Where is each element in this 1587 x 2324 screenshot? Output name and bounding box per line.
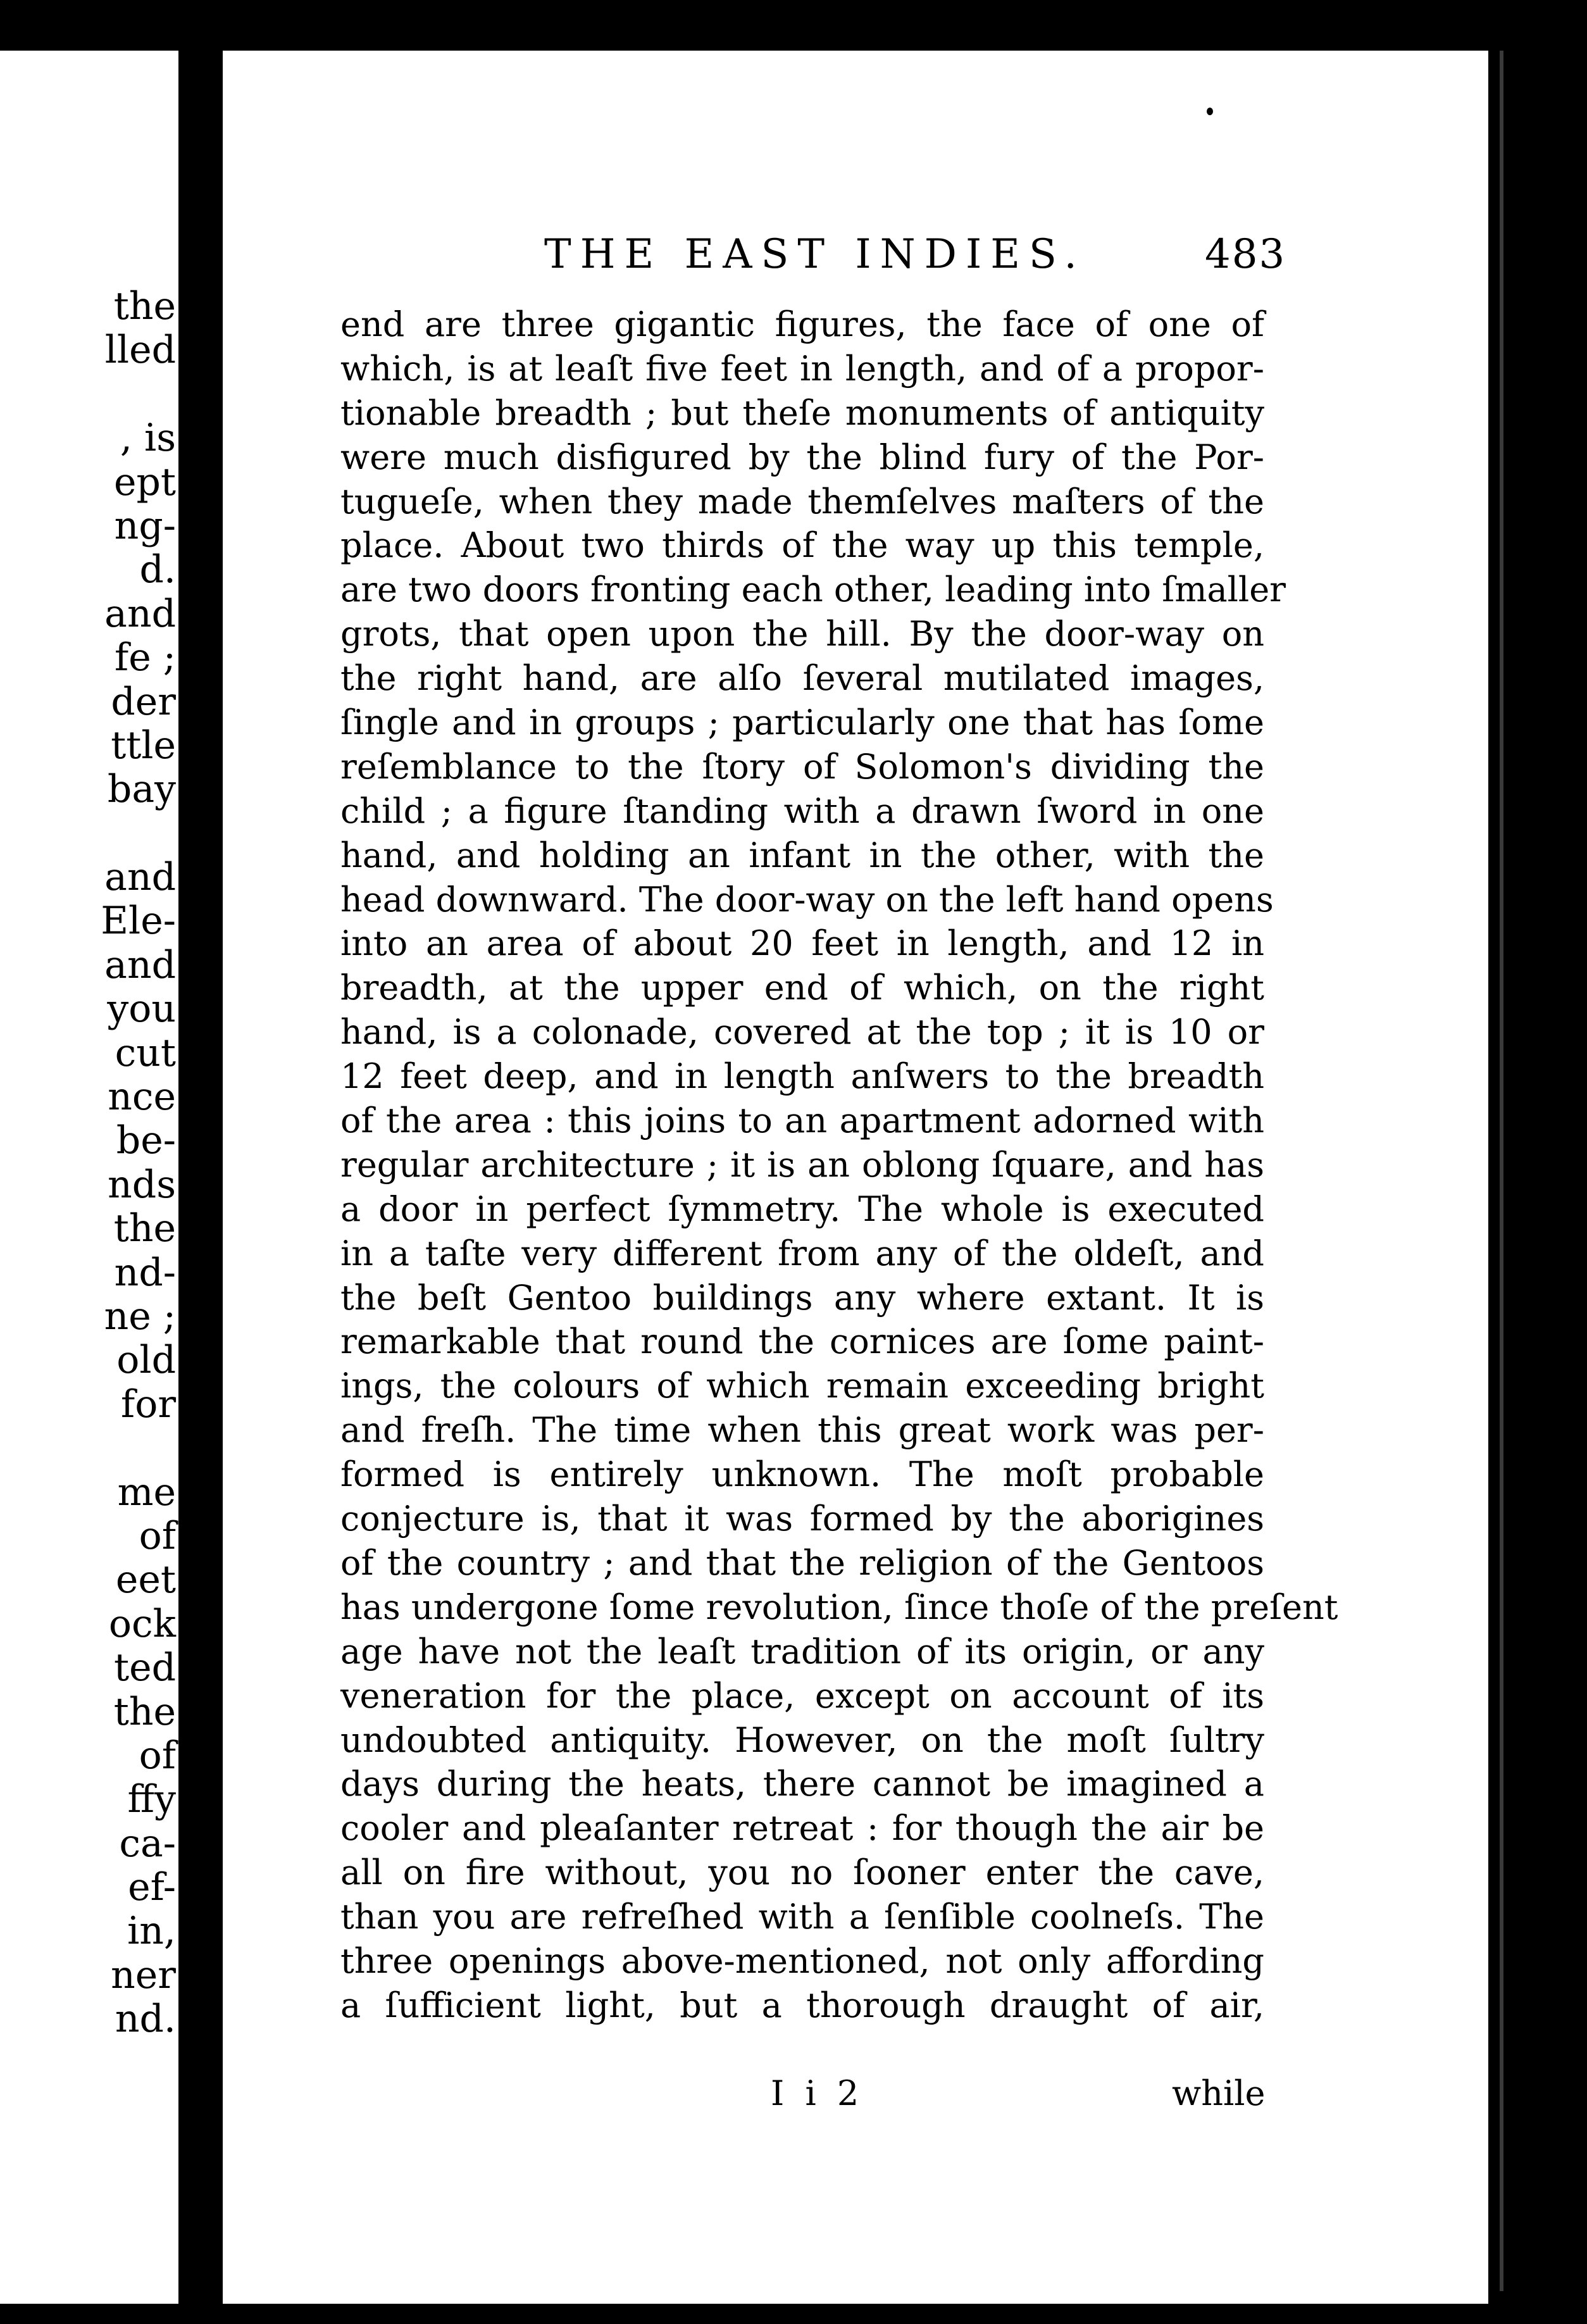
text-line: ings, the colours of which remain exceeding bright [340, 1366, 1264, 1406]
text-line: days during the heats, there cannot be imagined a [340, 1764, 1264, 1804]
text-line: undoubted antiquity. However, on the moſt ſultry [340, 1720, 1264, 1760]
previous-page-fragment: ner [111, 1952, 176, 1997]
previous-page-fragment: ng- [114, 503, 176, 548]
previous-page-fragment: nd. [115, 1997, 176, 2042]
previous-page-fragment: of [139, 1733, 176, 1778]
previous-page-edge [0, 51, 178, 2304]
fore-edge-shadow [1500, 51, 1503, 2291]
text-line: tugueſe, when they made themſelves maſters of the [340, 481, 1264, 522]
previous-page-fragment [0, 812, 178, 856]
text-line: the right hand, are alſo ſeveral mutilated images, [340, 658, 1264, 699]
text-line: and freſh. The time when this great work was per- [340, 1410, 1264, 1451]
previous-page-fragment: the [113, 1689, 176, 1734]
text-line: hand, is a colonade, covered at the top ; it is 10 or [340, 1012, 1264, 1053]
text-line: reſemblance to the ſtory of Solomon's dividing the [340, 746, 1264, 787]
book-gutter [178, 51, 223, 2304]
book-fore-edge [1488, 38, 1587, 2324]
text-line: tionable breadth ; but theſe monuments of antiquity [340, 392, 1264, 433]
previous-page-fragment: ef- [128, 1865, 176, 1910]
previous-page-fragment: and [104, 591, 176, 636]
text-line: in a taſte very different from any of the oldeſt, and [340, 1233, 1264, 1273]
text-line: of the country ; and that the religion of the Gentoos [340, 1542, 1264, 1583]
previous-page-fragment: in, [127, 1909, 176, 1954]
text-line: cooler and pleaſanter retreat : for though the air be [340, 1808, 1264, 1849]
text-line: are two doors fronting each other, leading into ſmaller [340, 570, 1286, 610]
previous-page-fragment: ne ; [104, 1294, 176, 1339]
previous-page-fragment: der [111, 679, 176, 724]
previous-page-line-fragments [0, 285, 178, 2042]
page-number: 483 [1205, 231, 1286, 278]
text-line: of the area : this joins to an apartment adorned with [340, 1101, 1264, 1141]
text-line: than you are refreſhed with a ſenſible coolneſs. The [340, 1897, 1264, 1937]
previous-page-fragment: nd- [114, 1250, 176, 1295]
text-line: formed is entirely unknown. The moſt probable [340, 1454, 1264, 1495]
previous-page-fragment: nds [108, 1162, 176, 1207]
previous-page-fragment: ock [108, 1601, 176, 1646]
text-line: has undergone ſome revolution, ſince thoſe of the preſent [340, 1587, 1338, 1627]
running-head [223, 231, 1488, 294]
text-line: all on fire without, you no ſooner enter the cave, [340, 1852, 1264, 1893]
text-line: three openings above-mentioned, not only affording [340, 1940, 1264, 1981]
previous-page-fragment: ffy [127, 1777, 176, 1822]
previous-page-fragment: fe ; [114, 635, 176, 680]
text-line: breadth, at the upper end of which, on the right [340, 968, 1264, 1008]
page-footer [223, 2073, 1488, 2124]
page-483 [223, 51, 1488, 2304]
previous-page-fragment: and [104, 942, 176, 987]
text-line: head downward. The door-way on the left hand opens [340, 879, 1274, 920]
previous-page-fragment: me [117, 1470, 176, 1515]
previous-page-fragment: , is [120, 416, 176, 461]
text-line: regular architecture ; it is an oblong ſquare, and has [340, 1144, 1264, 1185]
running-title: THE EAST INDIES. [544, 231, 1086, 278]
previous-page-fragment: old [116, 1338, 176, 1383]
body-text [340, 303, 1338, 2028]
previous-page-fragment: nce [108, 1075, 176, 1120]
previous-page-fragment: you [107, 987, 176, 1032]
text-line: place. About two thirds of the way up this temple, [340, 525, 1264, 566]
previous-page-fragment: and [104, 855, 176, 900]
previous-page-fragment: lled [104, 328, 176, 373]
previous-page-fragment: ca- [119, 1821, 176, 1866]
previous-page-fragment: d. [139, 547, 176, 592]
previous-page-fragment: the [113, 284, 176, 328]
previous-page-fragment: cut [115, 1030, 176, 1075]
previous-page-fragment: eet [115, 1558, 176, 1602]
text-line: a door in perfect ſymmetry. The whole is executed [340, 1189, 1264, 1229]
text-line: end are three gigantic figures, the face of one of [340, 304, 1264, 344]
text-line: a ſufficient light, but a thorough draught of air, [340, 1985, 1264, 2025]
text-line: veneration for the place, except on account of its [340, 1675, 1264, 1716]
previous-page-fragment: ept [113, 459, 176, 504]
text-line: the beſt Gentoo buildings any where extant. It is [340, 1277, 1264, 1318]
text-line: ſingle and in groups ; particularly one that has ſome [340, 703, 1264, 743]
text-line: which, is at leaſt five feet in length, and of a propor- [340, 348, 1264, 389]
previous-page-fragment: ted [113, 1646, 176, 1690]
text-line: remarkable that round the cornices are ſome paint- [340, 1321, 1264, 1362]
text-line: into an area of about 20 feet in length, and 12 in [340, 923, 1264, 964]
previous-page-fragment: bay [107, 767, 176, 812]
previous-page-fragment: for [120, 1382, 176, 1427]
text-line: grots, that open upon the hill. By the door-way on [340, 614, 1264, 654]
previous-page-fragment [0, 373, 178, 416]
previous-page-fragment: of [139, 1513, 176, 1558]
previous-page-fragment [0, 1427, 178, 1470]
text-line: age have not the leaſt tradition of its origin, or any [340, 1631, 1264, 1671]
text-line: conjecture is, that it was formed by the aborigines [340, 1499, 1264, 1539]
text-line: hand, and holding an infant in the other, with the [340, 835, 1264, 875]
previous-page-fragment: be- [116, 1118, 176, 1163]
ink-speck [1207, 108, 1213, 115]
catchword: while [1172, 2073, 1266, 2113]
text-line: 12 feet deep, and in length anſwers to the breadth [340, 1056, 1264, 1097]
signature-mark: I i 2 [771, 2073, 864, 2113]
previous-page-fragment: ttle [111, 723, 176, 768]
text-line: child ; a figure ſtanding with a drawn ſword in one [340, 790, 1264, 831]
text-line: were much disfigured by the blind fury of the Por- [340, 437, 1264, 477]
previous-page-fragment: Ele- [101, 899, 176, 944]
previous-page-fragment: the [113, 1206, 176, 1251]
